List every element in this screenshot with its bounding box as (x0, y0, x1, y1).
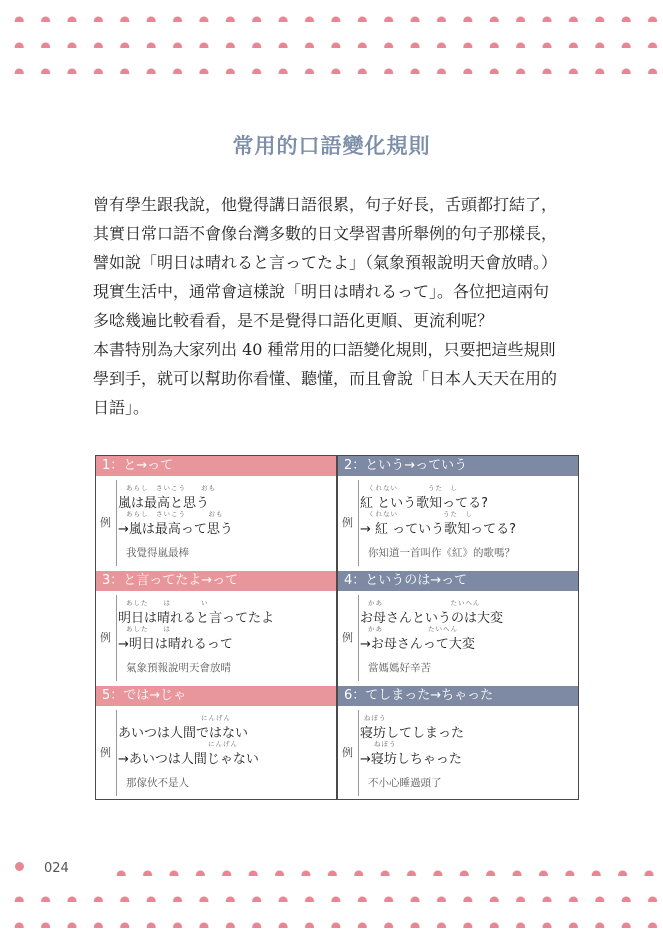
paragraph-line: 學到手，就可以幫助你看懂、聽懂，而且會說「日本人天天在用的 (93, 369, 558, 388)
rules-table (95, 455, 579, 800)
dot-border-bottom (0, 914, 663, 928)
rule-cell-3 (96, 571, 336, 686)
ruby-text: にんげん (201, 714, 231, 722)
dot-border-top (0, 60, 663, 74)
rule-cell-4 (338, 571, 578, 686)
original-sentence: あいつは人間ではない (118, 726, 249, 741)
dot-border-bottom (0, 888, 663, 902)
intro-paragraph (93, 190, 593, 422)
spoken-sentence: →寝坊しちゃった (360, 752, 462, 767)
example-divider (358, 480, 359, 566)
example-label: 例 (342, 631, 353, 644)
ruby-text: くれない うた し (368, 484, 458, 492)
ruby-text: かあ たいへん (368, 625, 458, 633)
paragraph-line: 日語」。 (93, 398, 150, 417)
rule-cell-2 (338, 456, 578, 571)
rule-cell-6 (338, 686, 578, 801)
example-divider (116, 480, 117, 566)
ruby-text: あした は (126, 625, 171, 633)
ruby-text: あらし さいこう おも (126, 484, 216, 492)
example-label: 例 (100, 746, 111, 759)
original-sentence: 紅 という歌知ってる? (360, 496, 489, 511)
dot-border-top (0, 34, 663, 48)
spoken-sentence: →あいつは人間じゃない (118, 752, 259, 767)
translation: 那傢伙不是人 (126, 777, 189, 789)
example-label: 例 (100, 631, 111, 644)
page-number: 024 (44, 861, 69, 876)
rule-header: 5：では→じゃ (96, 686, 336, 706)
rule-header: 6：てしまった→ちゃった (338, 686, 578, 706)
rule-header: 3：と言ってたよ→って (96, 571, 336, 591)
paragraph-line: 多唸幾遍比較看看，是不是覺得口語化更順、更流利呢？ (93, 311, 494, 330)
spoken-sentence: → 紅 っていう歌知ってる? (360, 522, 517, 537)
rule-header: 2：という→っていう (338, 456, 578, 476)
translation: 我覺得嵐最棒 (126, 547, 189, 559)
example-divider (116, 710, 117, 796)
rule-cell-5 (96, 686, 336, 801)
dot-border-bottom (108, 862, 663, 876)
ruby-text: あらし さいこう おも (126, 510, 224, 518)
translation: 氣象預報說明天會放晴 (126, 662, 231, 674)
rule-header: 4：というのは→って (338, 571, 578, 591)
ruby-text: あした は い (126, 599, 209, 607)
page-title: 常用的口語變化規則 (232, 134, 431, 158)
spoken-sentence: →嵐は最高って思う (118, 522, 233, 537)
paragraph-line: 現實生活中，通常會這樣說「明日は晴れるって」。各位把這兩句 (93, 282, 550, 301)
rule-cell-1 (96, 456, 336, 571)
translation: 不小心睡過頭了 (368, 777, 442, 789)
spoken-sentence: →お母さんって大変 (360, 637, 475, 652)
ruby-text: かあ たいへん (368, 599, 481, 607)
example-divider (358, 710, 359, 796)
translation: 你知道一首叫作《紅》的歌嗎？ (368, 547, 515, 559)
original-sentence: 寝坊してしまった (360, 726, 465, 741)
original-sentence: お母さんというのは大変 (360, 611, 504, 626)
example-divider (358, 595, 359, 681)
spoken-sentence: →明日は晴れるって (118, 637, 233, 652)
ruby-text: ねぼう (364, 714, 387, 722)
dot-border-bottom (15, 862, 24, 871)
example-label: 例 (342, 516, 353, 529)
original-sentence: 嵐は最高と思う (118, 496, 210, 511)
original-sentence: 明日は晴れると言ってたよ (118, 611, 275, 626)
ruby-text: ねぼう (374, 740, 397, 748)
paragraph-line: 其實日常口語不會像台灣多數的日文學習書所舉例的句子那樣長， (93, 224, 558, 243)
paragraph-line: 本書特別為大家列出 40 種常用的口語變化規則，只要把這些規則 (93, 340, 556, 359)
paragraph-line: 譬如說「明日は晴れると言ってたよ」（氣象預報說明天會放晴。） (93, 253, 558, 272)
example-label: 例 (100, 516, 111, 529)
example-divider (116, 595, 117, 681)
ruby-text: くれない うた し (368, 510, 473, 518)
translation: 當媽媽好辛苦 (368, 662, 431, 674)
dot-border-top (0, 8, 663, 22)
paragraph-line: 曾有學生跟我說，他覺得講日語很累，句子好長，舌頭都打結了， (93, 195, 558, 214)
rule-header: 1：と→って (96, 456, 336, 476)
ruby-text: にんげん (208, 740, 238, 748)
example-label: 例 (342, 746, 353, 759)
